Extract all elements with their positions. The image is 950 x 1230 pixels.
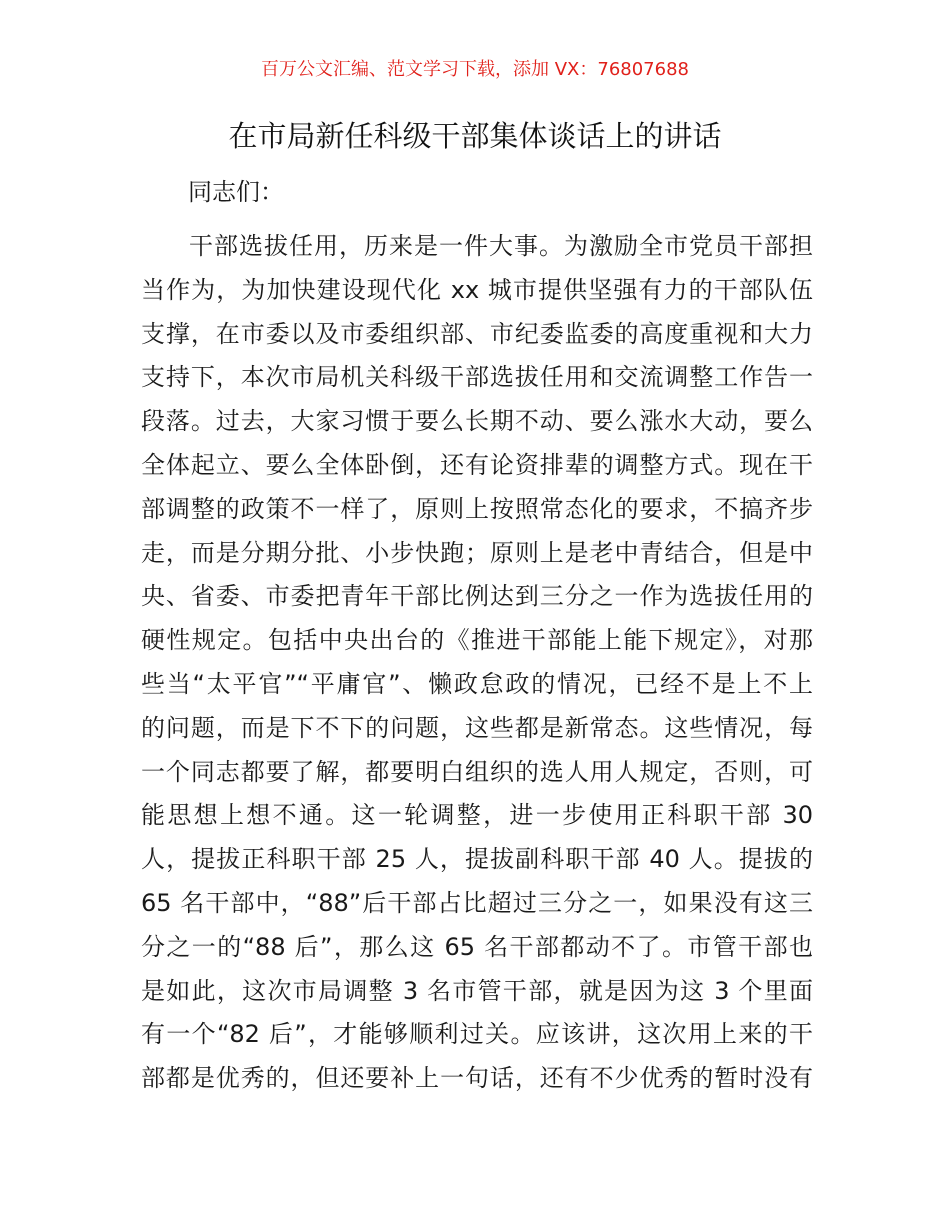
body-paragraph [141, 225, 813, 1101]
body-line: 分之一的“88 后”，那么这 65 名干部都动不了。市管干部也 [141, 932, 813, 961]
body-line: 部调整的政策不一样了，原则上按照常态化的要求，不搞齐步 [141, 494, 813, 523]
body-line: 走，而是分期分批、小步快跑；原则上是老中青结合，但是中 [141, 538, 813, 567]
body-line: 一个同志都要了解，都要明白组织的选人用人规定，否则，可 [141, 757, 813, 786]
header-watermark-note: 百万公文汇编、范文学习下载，添加 VX：76807688 [261, 59, 689, 80]
body-line: 65 名干部中，“88”后干部占比超过三分之一，如果没有这三 [141, 888, 813, 917]
body-line: 当作为，为加快建设现代化 xx 城市提供坚强有力的干部队伍 [141, 275, 813, 304]
body-line: 能思想上想不通。这一轮调整，进一步使用正科职干部 30 [141, 801, 813, 830]
body-line: 些当“太平官”“平庸官”、懒政怠政的情况，已经不是上不上 [141, 669, 813, 698]
body-line: 有一个“82 后”，才能够顺利过关。应该讲，这次用上来的干 [141, 1020, 813, 1049]
page-title: 在市局新任科级干部集体谈话上的讲话 [228, 119, 722, 153]
body-line: 是如此，这次市局调整 3 名市管干部，就是因为这 3 个里面 [141, 976, 813, 1005]
body-line: 支持下，本次市局机关科级干部选拔任用和交流调整工作告一 [141, 363, 813, 392]
body-line: 支撑，在市委以及市委组织部、市纪委监委的高度重视和大力 [141, 319, 813, 348]
body-line: 全体起立、要么全体卧倒，还有论资排辈的调整方式。现在干 [141, 450, 813, 479]
body-line: 干部选拔任用，历来是一件大事。为激励全市党员干部担 [189, 232, 813, 260]
body-line: 部都是优秀的，但还要补上一句话，还有不少优秀的暂时没有 [141, 1064, 813, 1093]
body-line: 硬性规定。包括中央出台的《推进干部能上能下规定》，对那 [141, 626, 813, 655]
body-line: 央、省委、市委把青年干部比例达到三分之一作为选拔任用的 [141, 582, 813, 611]
salutation: 同志们： [188, 178, 284, 206]
body-line: 的问题，而是下不下的问题，这些都是新常态。这些情况，每 [141, 713, 813, 742]
body-line: 人，提拔正科职干部 25 人，提拔副科职干部 40 人。提拔的 [141, 845, 813, 874]
body-line: 段落。过去，大家习惯于要么长期不动、要么涨水大动，要么 [141, 407, 813, 436]
